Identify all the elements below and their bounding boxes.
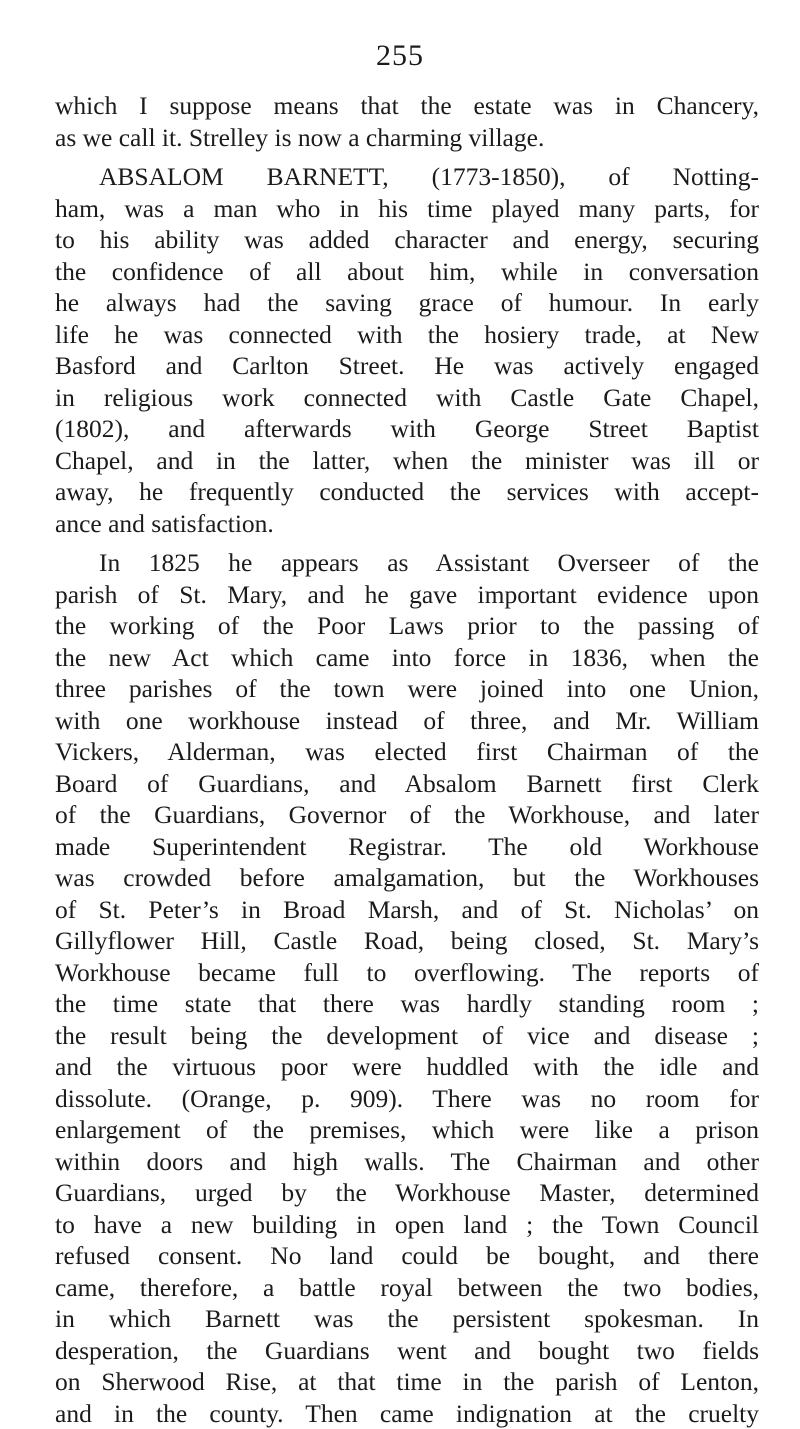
text-line: with one workhouse instead of three, and Mr. William [55,705,759,737]
text-line: Board of Guardians, and Absalom Barnett first Clerk [55,768,759,800]
text-line: Vickers, Alderman, was elected first Chairman of the [55,736,759,768]
text-line: enlargement of the premises, which were like a prison [55,1114,759,1146]
paragraph-2 [55,161,759,539]
text-line: three parishes of the town were joined into one Union, [55,673,759,705]
text-line: refused consent. No land could be bought, and there [55,1240,759,1272]
text-line: the time state that there was hardly standing room ; [55,988,759,1020]
text-line: Gillyflower Hill, Castle Road, being closed, St. Mary’s [55,925,759,957]
text-line: and the virtuous poor were huddled with the idle and [55,1051,759,1083]
text-line: (1802), and afterwards with George Street Baptist [55,413,759,445]
text-line: desperation, the Guardians went and bought two fields [55,1335,759,1367]
text-line: the working of the Poor Laws prior to the passing of [55,610,759,642]
body-text [55,90,759,1429]
text-line: of St. Peter’s in Broad Marsh, and of St. Nicholas’ on [55,894,759,926]
text-line: ABSALOM BARNETT, (1773-1850), of Notting- [55,161,759,193]
text-line: of the Guardians, Governor of the Workhouse, and later [55,799,759,831]
text-line: the confidence of all about him, while in conversation [55,256,759,288]
paragraph-3 [55,547,759,1429]
text-line: Workhouse became full to overflowing. The reports of [55,957,759,989]
text-line: Guardians, urged by the Workhouse Master, determined [55,1177,759,1209]
text-line: which I suppose means that the estate was in Chancery, [55,90,759,122]
text-line: dissolute. (Orange, p. 909). There was no room for [55,1083,759,1115]
text-line: the new Act which came into force in 1836, when the [55,642,759,674]
text-line: Basford and Carlton Street. He was actively engaged [55,350,759,382]
page-number: 255 [0,40,800,72]
text-line: In 1825 he appears as Assistant Overseer of the [55,547,759,579]
text-line: parish of St. Mary, and he gave important evidence upon [55,579,759,611]
text-line: the result being the development of vice and disease ; [55,1020,759,1052]
text-line: to his ability was added character and energy, securing [55,224,759,256]
text-line: in which Barnett was the persistent spokesman. In [55,1303,759,1335]
text-line: Chapel, and in the latter, when the minister was ill or [55,445,759,477]
text-line: life he was connected with the hosiery trade, at New [55,319,759,351]
text-line: made Superintendent Registrar. The old Workhouse [55,831,759,863]
paragraph-1 [55,90,759,153]
text-line: on Sherwood Rise, at that time in the parish of Lenton, [55,1366,759,1398]
text-line: and in the county. Then came indignation at the cruelty [55,1398,759,1429]
text-line: ham, was a man who in his time played many parts, for [55,193,759,225]
text-line: came, therefore, a battle royal between the two bodies, [55,1272,759,1304]
text-line: within doors and high walls. The Chairman and other [55,1146,759,1178]
text-line: ance and satisfaction. [55,508,759,540]
text-line: to have a new building in open land ; the Town Council [55,1209,759,1241]
text-line: in religious work connected with Castle Gate Chapel, [55,382,759,414]
text-line: away, he frequently conducted the services with accept- [55,476,759,508]
text-line: was crowded before amalgamation, but the Workhouses [55,862,759,894]
text-line: he always had the saving grace of humour. In early [55,287,759,319]
text-line: as we call it. Strelley is now a charming village. [55,122,759,154]
